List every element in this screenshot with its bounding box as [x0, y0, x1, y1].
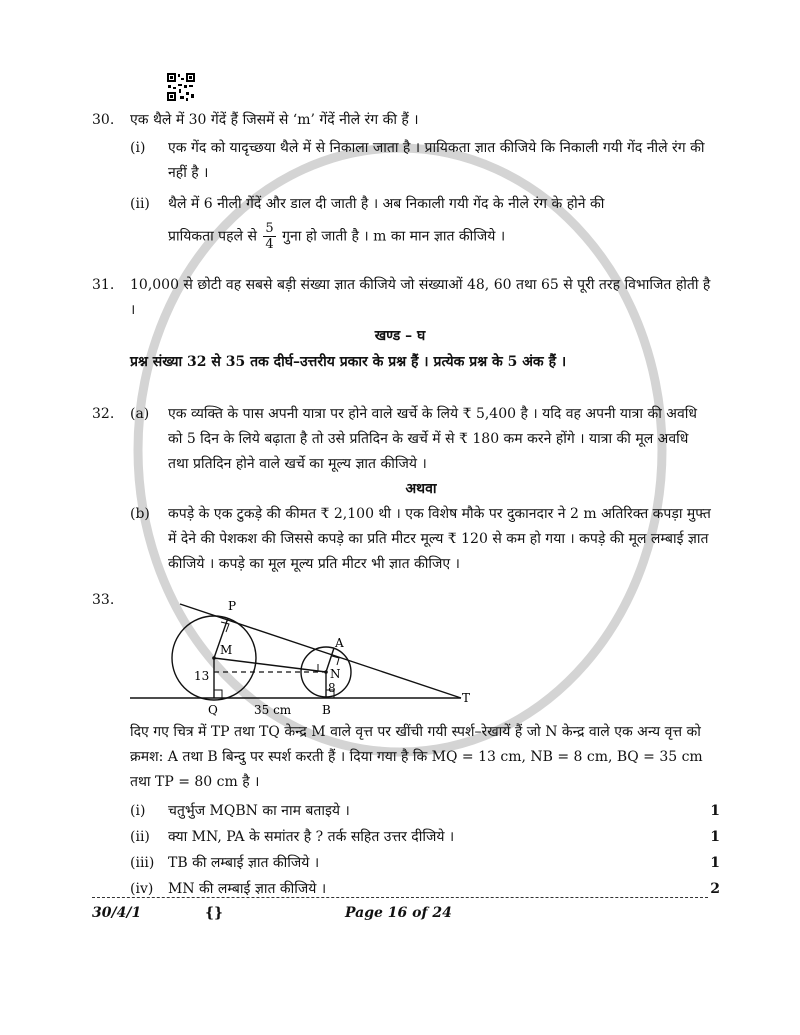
sub-question-text: चतुर्भुज MQBN का नाम बताइये । [168, 803, 350, 819]
sub-question-label: (ii) [130, 196, 150, 212]
sub-question-text: MN की लम्बाई ज्ञात कीजिये । [168, 881, 327, 897]
question-number: 33. [92, 592, 115, 608]
sub-question-iv [130, 877, 720, 902]
section-instruction: प्रश्न संख्या 32 से 35 तक दीर्घ–उत्तरीय प्रकार के प्रश्न हैं । प्रत्येक प्रश्न के 5 अंक हैं । [130, 354, 567, 370]
marks: 2 [710, 881, 720, 897]
sub-question-label: (a) [130, 406, 150, 422]
sub-question-i [130, 799, 720, 824]
paper-code: 30/4/1 [92, 905, 142, 921]
sub-question-text: थैले में 6 नीली गेंदें और डाल दी जाती है । अब निकाली गयी गेंद के नीले रंग के होने की [168, 196, 605, 212]
tangent-circles-diagram [128, 598, 478, 718]
sub-question-label: (iv) [130, 881, 154, 897]
marks: 1 [710, 803, 720, 819]
sub-question-label: (ii) [130, 829, 150, 845]
sub-question-label: (i) [130, 803, 146, 819]
fraction-denominator: 4 [265, 237, 274, 252]
sub-question-ii [130, 192, 712, 252]
right-angle-q [214, 690, 222, 698]
question-33 [92, 720, 720, 902]
sub-question-text: कपड़े के एक टुकड़े की कीमत ₹ 2,100 थी । एक विशेष मौके पर दुकानदार ने 2 m अतिरिक्त कपड़ा मुफ्त में देने की पेशकश की जिससे कपड़े का प्रति मीटर मूल्य ₹ 120 से कम हो गया । कपड़े की मूल लम्बाई ज्ञात कीजिये । कपड़े का मूल मूल्य प्रति मीटर भी ज्ञात कीजिए । [168, 506, 711, 572]
point-n [324, 670, 328, 674]
sub-question-label: (iii) [130, 855, 155, 871]
question-number: 31. [92, 277, 115, 293]
question-number: 30. [92, 112, 115, 128]
sub-question-text: क्या MN, PA के समांतर है ? तर्क सहित उत्तर दीजिये । [168, 829, 455, 845]
question-32 [92, 402, 712, 577]
segment-mn [214, 658, 326, 672]
marks: 1 [710, 829, 720, 845]
question-number: 32. [92, 406, 115, 422]
fraction [263, 221, 275, 252]
qr-code-icon [166, 72, 196, 102]
point-m [212, 656, 216, 660]
sub-question-text: एक गेंद को यादृच्छया थैले में से निकाला जाता है । प्रायिकता ज्ञात कीजिये कि निकाली गयी गेंद नीले रंग की नहीं है । [168, 140, 705, 181]
sub-question-text: TB की लम्बाई ज्ञात कीजिये । [168, 855, 320, 871]
label-q: Q [208, 703, 218, 717]
label-p: P [228, 599, 237, 613]
sub-question-label: (b) [130, 506, 150, 522]
marks: 1 [710, 855, 720, 871]
sub-question-text: प्रायिकता पहले से [168, 228, 257, 245]
right-angle-a [332, 656, 339, 665]
sub-question-ii [130, 825, 720, 850]
sub-question-a [130, 402, 712, 477]
page-number: Page 16 of 24 [345, 905, 452, 921]
sub-question-text: गुना हो जाती है । m का मान ज्ञात कीजिये । [282, 228, 506, 245]
question-31 [92, 273, 712, 323]
sub-question-i [130, 136, 712, 186]
label-a: A [335, 636, 344, 650]
sub-question-list [130, 799, 720, 902]
or-label: अथवा [405, 481, 437, 497]
fraction-numerator: 5 [265, 221, 274, 236]
footer-divider [92, 897, 708, 898]
label-bq-length: 35 cm [254, 703, 292, 717]
label-n: N [330, 667, 341, 681]
sub-question-text: एक व्यक्ति के पास अपनी यात्रा पर होने वाले खर्चे के लिये ₹ 5,400 है । यदि वह अपनी यात्रा की अवधि को 5 दिन के लिये बढ़ाता है तो उसे प्रतिदिन के खर्चे में से ₹ 180 कम करने होंगे । यात्रा की मूल अवधि तथा प्रतिदिन होने वाले खर्चे का मूल्य ज्ञात कीजिये । [168, 406, 698, 472]
label-mq-length: 13 [194, 669, 210, 683]
label-m: M [220, 643, 233, 657]
sub-question-label: (i) [130, 140, 146, 156]
section-title: खण्ड – घ [374, 328, 426, 344]
label-b: B [322, 703, 331, 717]
question-30 [92, 108, 712, 252]
label-t: T [462, 691, 471, 705]
question-text: 10,000 से छोटी वह सबसे बड़ी संख्या ज्ञात कीजिये जो संख्याओं 48, 60 तथा 65 से पूरी तरह विभाजित होती है । [130, 277, 711, 318]
question-text: दिए गए चित्र में TP तथा TQ केन्द्र M वाले वृत्त पर खींची गयी स्पर्श–रेखायें हैं जो N केन्द्र वाले एक अन्य वृत्त को क्रमश: A तथा B बिन्दु पर स्पर्श करती हैं । दिया गया है कि MQ = 13 cm, NB = 8 cm, BQ = 35 cm तथा TP = 80 cm है । [130, 724, 703, 790]
footer-braces: {} [205, 905, 224, 921]
sub-question-iii [130, 851, 720, 876]
label-nb-length: 8 [328, 681, 336, 695]
sub-question-b [130, 502, 712, 577]
question-text: एक थैले में 30 गेंदें हैं जिसमें से ‘m’ गेंदें नीले रंग की हैं । [130, 112, 419, 128]
